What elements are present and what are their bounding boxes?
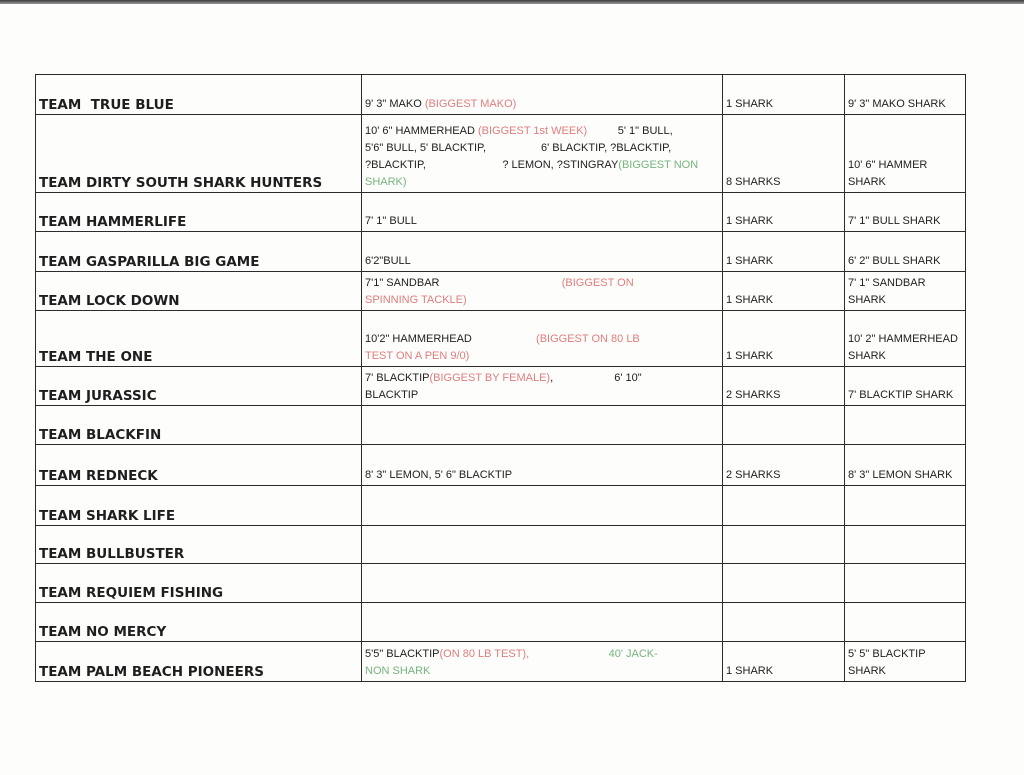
- catch-description-line: [365, 387, 719, 404]
- table-row: [36, 311, 966, 367]
- shark-count-cell: 2 SHARKS: [723, 367, 845, 406]
- catch-text: 5' 1" BULL,: [587, 125, 673, 137]
- shark-count-cell: [723, 486, 845, 526]
- catch-description-cell: [362, 445, 723, 486]
- catch-text: 5'5" BLACKTIP: [365, 648, 440, 660]
- catch-text: 7'1" SANDBAR: [365, 277, 562, 289]
- team-name-cell: TEAM REDNECK: [36, 445, 362, 486]
- biggest-shark-cell: 6' 2" BULL SHARK: [845, 232, 966, 272]
- award-note: (ON 80 LB TEST),: [439, 648, 530, 660]
- biggest-shark-cell: 7' BLACKTIP SHARK: [845, 367, 966, 406]
- table-row: [36, 406, 966, 445]
- award-note: (BIGGEST MAKO): [424, 98, 517, 110]
- table-row: [36, 564, 966, 603]
- team-name-cell: TEAM NO MERCY: [36, 603, 362, 642]
- catch-description-line: [365, 140, 719, 157]
- shark-count-cell: 1 SHARK: [723, 232, 845, 272]
- shark-count-cell: [723, 406, 845, 445]
- team-name-cell: TEAM THE ONE: [36, 311, 362, 367]
- catch-description-line: [365, 370, 719, 387]
- catch-description-line: [365, 213, 719, 230]
- biggest-shark-cell: 9' 3" MAKO SHARK: [845, 75, 966, 115]
- team-name-cell: TEAM DIRTY SOUTH SHARK HUNTERS: [36, 115, 362, 193]
- table-row: [36, 75, 966, 115]
- table-row: [36, 642, 966, 682]
- biggest-shark-cell: [845, 603, 966, 642]
- shark-count-cell: 1 SHARK: [723, 642, 845, 682]
- catch-text: 5'6" BULL, 5' BLACKTIP, 6' BLACKTIP, ?BLACKTIP,: [365, 142, 672, 154]
- biggest-shark-cell: [845, 564, 966, 603]
- award-note: SPINNING TACKLE): [365, 294, 467, 306]
- biggest-shark-cell: [845, 486, 966, 526]
- team-name-cell: TEAM BLACKFIN: [36, 406, 362, 445]
- shark-count-cell: 2 SHARKS: [723, 445, 845, 486]
- catch-description-cell: [362, 193, 723, 232]
- catch-description-line: [365, 275, 719, 292]
- catch-description-cell: [362, 642, 723, 682]
- shark-count-cell: 1 SHARK: [723, 75, 845, 115]
- biggest-shark-cell: [845, 406, 966, 445]
- catch-description-cell: [362, 311, 723, 367]
- catch-description-line: [365, 663, 719, 680]
- biggest-shark-cell: [845, 526, 966, 564]
- table-row: [36, 193, 966, 232]
- catch-description-cell: [362, 272, 723, 311]
- award-note: (BIGGEST ON 80 LB: [536, 333, 640, 345]
- non-shark-note: 40' JACK-: [529, 648, 658, 660]
- shark-count-cell: 8 SHARKS: [723, 115, 845, 193]
- catch-text: 8' 3" LEMON, 5' 6" BLACKTIP: [365, 469, 513, 481]
- table-body: [36, 75, 966, 682]
- table-row: [36, 526, 966, 564]
- catch-text: 9' 3" MAKO: [365, 98, 425, 110]
- catch-text: 7' BLACKTIP: [365, 372, 430, 384]
- catch-description-line: [365, 174, 719, 191]
- team-name-cell: TEAM LOCK DOWN: [36, 272, 362, 311]
- catch-description-cell: [362, 603, 723, 642]
- page-top-edge: [0, 0, 1024, 4]
- catch-text: 10'2" HAMMERHEAD: [365, 333, 537, 345]
- shark-count-cell: 1 SHARK: [723, 272, 845, 311]
- award-note: (BIGGEST ON: [561, 277, 634, 289]
- catch-description-cell: [362, 406, 723, 445]
- team-name-cell: TEAM TRUE BLUE: [36, 75, 362, 115]
- catch-description-cell: [362, 486, 723, 526]
- catch-description-line: [365, 467, 719, 484]
- shark-count-cell: 1 SHARK: [723, 193, 845, 232]
- catch-text: BLACKTIP: [365, 389, 419, 401]
- biggest-shark-cell: 7' 1" BULL SHARK: [845, 193, 966, 232]
- biggest-shark-cell: 10' 6" HAMMER SHARK: [845, 115, 966, 193]
- table-row: [36, 272, 966, 311]
- catch-description-line: [365, 292, 719, 309]
- biggest-shark-cell: 5' 5" BLACKTIP SHARK: [845, 642, 966, 682]
- non-shark-note: NON SHARK: [365, 665, 431, 677]
- team-name-cell: TEAM BULLBUSTER: [36, 526, 362, 564]
- catch-description-cell: [362, 564, 723, 603]
- team-name-cell: TEAM HAMMERLIFE: [36, 193, 362, 232]
- catch-text: , 6' 10": [550, 372, 642, 384]
- team-name-cell: TEAM JURASSIC: [36, 367, 362, 406]
- table-row: [36, 486, 966, 526]
- award-note: (BIGGEST 1st WEEK): [477, 125, 588, 137]
- catch-description-line: [365, 646, 719, 663]
- catch-description-line: [365, 348, 719, 365]
- award-note: TEST ON A PEN 9/0): [365, 350, 470, 362]
- catch-description-line: [365, 331, 719, 348]
- team-name-cell: TEAM SHARK LIFE: [36, 486, 362, 526]
- team-name-cell: TEAM REQUIEM FISHING: [36, 564, 362, 603]
- catch-text: 10' 6" HAMMERHEAD: [365, 125, 478, 137]
- shark-count-cell: [723, 526, 845, 564]
- biggest-shark-cell: 8' 3" LEMON SHARK: [845, 445, 966, 486]
- catch-description-line: [365, 123, 719, 140]
- shark-count-cell: 1 SHARK: [723, 311, 845, 367]
- table-row: [36, 367, 966, 406]
- table-row: [36, 232, 966, 272]
- catch-text: 7' 1" BULL: [365, 215, 417, 227]
- team-name-cell: TEAM GASPARILLA BIG GAME: [36, 232, 362, 272]
- biggest-shark-cell: 10' 2" HAMMERHEAD SHARK: [845, 311, 966, 367]
- biggest-shark-cell: 7' 1" SANDBAR SHARK: [845, 272, 966, 311]
- catch-description-cell: [362, 232, 723, 272]
- table-row: [36, 445, 966, 486]
- catch-description-cell: [362, 367, 723, 406]
- catch-text: ?BLACKTIP, ? LEMON, ?STINGRAY: [365, 159, 619, 171]
- catch-description-line: [365, 253, 719, 270]
- catch-description-line: [365, 157, 719, 174]
- catch-description-cell: [362, 75, 723, 115]
- non-shark-note: (BIGGEST NON: [618, 159, 699, 171]
- shark-count-cell: [723, 603, 845, 642]
- team-name-cell: TEAM PALM BEACH PIONEERS: [36, 642, 362, 682]
- non-shark-note: SHARK): [365, 176, 407, 188]
- shark-tournament-results-table: [35, 74, 966, 682]
- table-row: [36, 115, 966, 193]
- catch-description-line: [365, 96, 719, 113]
- award-note: (BIGGEST BY FEMALE): [429, 372, 551, 384]
- catch-description-cell: [362, 115, 723, 193]
- catch-text: 6'2"BULL: [365, 255, 411, 267]
- table-row: [36, 603, 966, 642]
- catch-description-cell: [362, 526, 723, 564]
- shark-count-cell: [723, 564, 845, 603]
